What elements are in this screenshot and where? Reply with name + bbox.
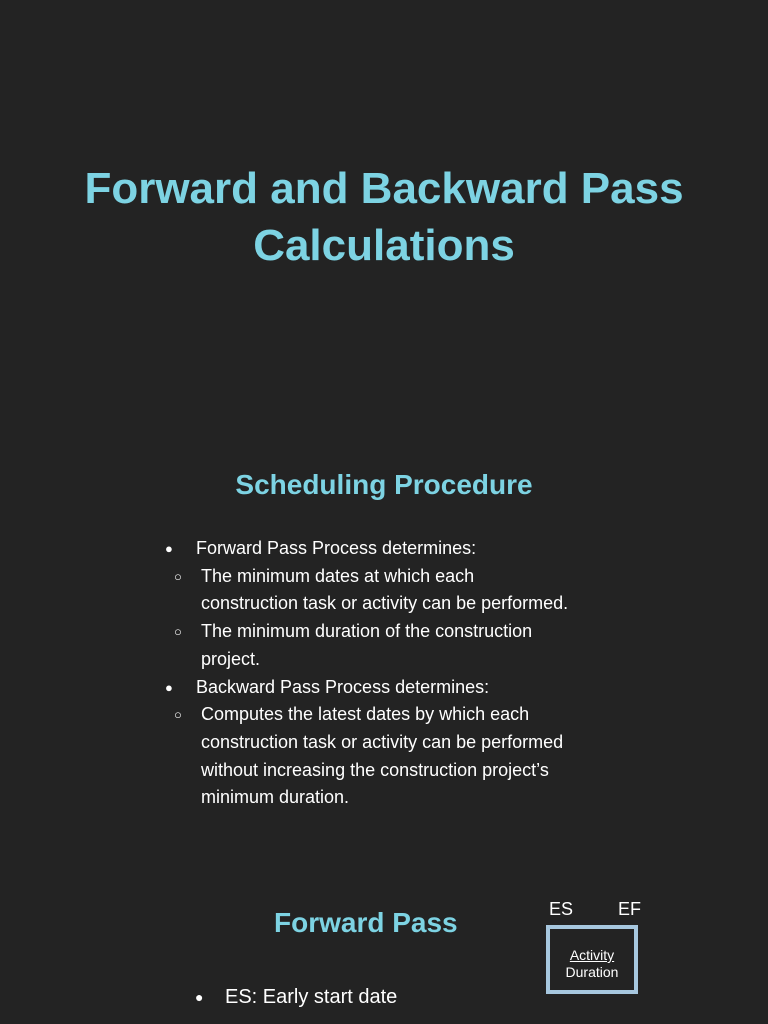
node-es-label: ES <box>549 899 574 919</box>
title-line-1: Forward and Backward Pass <box>84 164 684 213</box>
node-duration-label: Duration <box>565 964 619 980</box>
sub-bullet-line: without increasing the construction project’s <box>201 759 549 780</box>
sub-bullet-line: construction task or activity can be performed <box>201 731 564 752</box>
sub-bullet-line: ○ Computes the latest dates by which each <box>201 704 530 725</box>
sub-bullet-line: ○ The minimum dates at which each <box>201 565 475 586</box>
node-ef-label: EF <box>618 899 642 919</box>
bullet-es-early-start: ● ES: Early start date <box>195 984 397 1010</box>
sub-bullet-minimum-duration <box>160 618 620 673</box>
sub-bullet-line: project. <box>201 648 261 669</box>
title-line-2: Calculations <box>253 221 515 270</box>
sub-bullet-line: minimum duration. <box>201 787 350 808</box>
sub-bullet-line: construction task or activity can be performed. <box>201 593 569 614</box>
sub-bullet-minimum-dates <box>160 563 620 618</box>
forward-pass-heading: Forward Pass <box>274 907 458 938</box>
sub-bullet-latest-dates <box>160 701 620 812</box>
activity-node-box <box>546 925 638 994</box>
sub-bullet-line: ○ The minimum duration of the construction <box>201 621 533 642</box>
bullet-forward-pass-process: ● Forward Pass Process determines: <box>160 535 620 563</box>
scheduling-procedure-heading: Scheduling Procedure <box>235 469 533 500</box>
bullet-backward-pass-process: ● Backward Pass Process determines: <box>160 674 620 702</box>
slide-title <box>0 160 768 274</box>
scheduling-bullet-list <box>160 535 620 812</box>
node-activity-label: Activity <box>569 947 615 963</box>
